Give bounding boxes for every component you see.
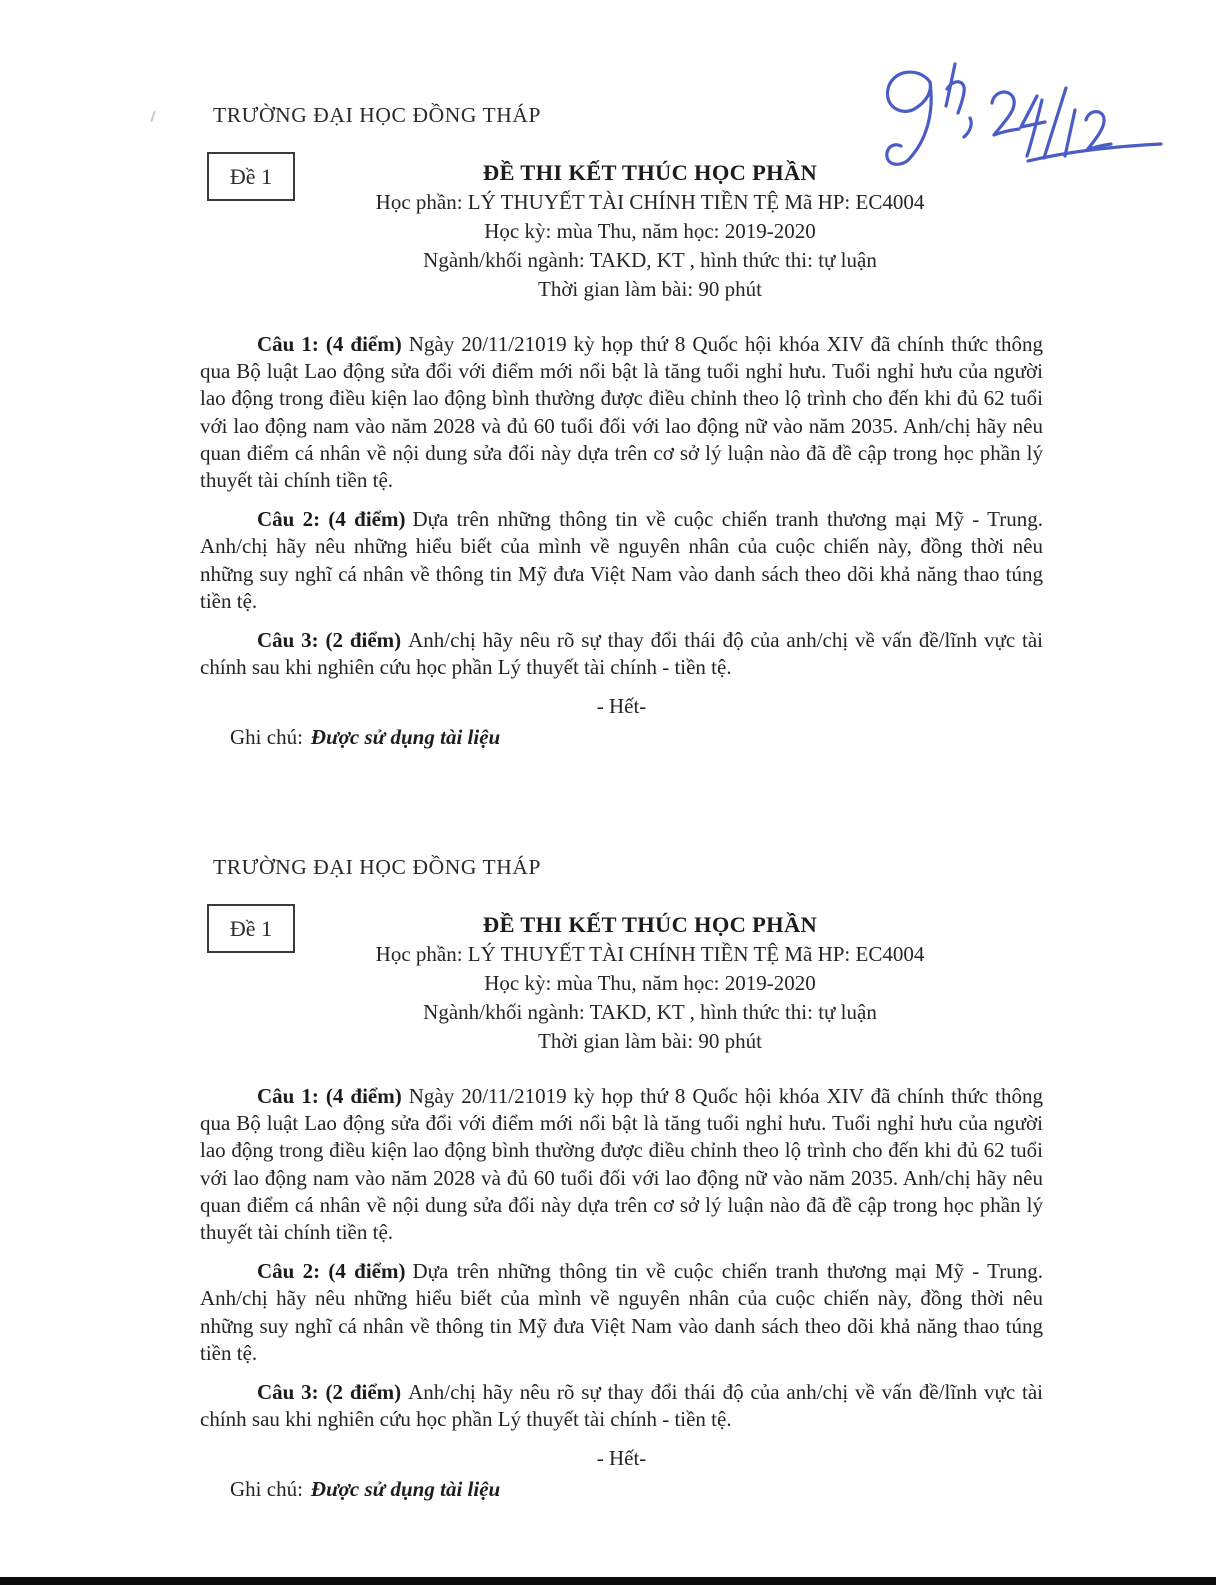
- end-marker: - Hết-: [596, 1446, 647, 1471]
- end-marker: - Hết-: [596, 694, 647, 719]
- exam-header: [255, 157, 1045, 304]
- semester-line: Học kỳ: mùa Thu, năm học: 2019-2020: [484, 219, 816, 243]
- question-3-lead: Câu 3: (2 điểm): [257, 1380, 402, 1405]
- question-1: [200, 1083, 1043, 1246]
- questions-block: [200, 331, 1043, 751]
- school-name: TRƯỜNG ĐẠI HỌC ĐỒNG THÁP: [213, 103, 542, 127]
- exam-code-label: Đề 1: [229, 915, 273, 941]
- question-2: [200, 1258, 1043, 1367]
- course-line: Học phần: LÝ THUYẾT TÀI CHÍNH TIỀN TỆ Mã HP: EC4004: [375, 942, 925, 966]
- scan-artifact-bar: [0, 1577, 1216, 1585]
- usage-note: [230, 724, 1043, 751]
- question-2-lead: Câu 2: (4 điểm): [257, 1259, 406, 1284]
- school-name: TRƯỜNG ĐẠI HỌC ĐỒNG THÁP: [213, 855, 542, 879]
- exam-copy-2: [0, 752, 1225, 1501]
- question-2-lead: Câu 2: (4 điểm): [257, 507, 406, 532]
- questions-block: [200, 1083, 1043, 1503]
- question-1-lead: Câu 1: (4 điểm): [257, 1084, 402, 1108]
- question-1-text: Ngày 20/11/21019 kỳ họp thứ 8 Quốc hội khóa XIV đã chính thức thông qua Bộ luật Lao động sửa đổi với điểm mới nổi bật là tăng tuổi nghỉ hưu. Tuổi nghỉ hưu của người lao động trong điều kiện lao động bình thường được điều chỉnh theo lộ trình cho đến khi đủ 62 tuổi với lao động nam vào năm 2028 và đủ 60 tuổi đối với lao động nữ vào năm 2035. Anh/chị hãy nêu quan điểm cá nhân về nội dung sửa đổi này dựa trên cơ sở lý luận nào đã đề cập trong học phần lý thuyết tài chính tiền tệ.: [200, 332, 1043, 493]
- exam-title: ĐỀ THI KẾT THÚC HỌC PHẦN: [482, 912, 818, 937]
- question-2: [200, 506, 1043, 615]
- note-label: Ghi chú:: [230, 724, 303, 749]
- question-2-text: Dựa trên những thông tin về cuộc chiến tranh thương mại Mỹ - Trung. Anh/chị hãy nêu những hiểu biết của mình về nguyên nhân của cuộc chiến này, đồng thời nêu những suy nghĩ cá nhân về thông tin Mỹ đưa Việt Nam vào danh sách theo dõi khả năng thao túng tiền tệ.: [200, 507, 1043, 613]
- semester-line: Học kỳ: mùa Thu, năm học: 2019-2020: [484, 971, 816, 995]
- duration-line: Thời gian làm bài: 90 phút: [538, 1029, 762, 1053]
- note-label: Ghi chú:: [230, 1476, 303, 1501]
- course-line: Học phần: LÝ THUYẾT TÀI CHÍNH TIỀN TỆ Mã HP: EC4004: [375, 190, 925, 214]
- major-line: Ngành/khối ngành: TAKD, KT , hình thức thi: tự luận: [423, 248, 877, 272]
- exam-code-label: Đề 1: [229, 163, 273, 189]
- question-3-text: Anh/chị hãy nêu rõ sự thay đổi thái độ của anh/chị về vấn đề/lĩnh vực tài chính sau khi nghiên cứu học phần Lý thuyết tài chính - tiền tệ.: [200, 628, 1043, 680]
- question-3-text: Anh/chị hãy nêu rõ sự thay đổi thái độ của anh/chị về vấn đề/lĩnh vực tài chính sau khi nghiên cứu học phần Lý thuyết tài chính - tiền tệ.: [200, 1380, 1043, 1432]
- exam-title: ĐỀ THI KẾT THÚC HỌC PHẦN: [482, 160, 818, 185]
- question-3: [200, 627, 1043, 681]
- exam-header: [255, 909, 1045, 1056]
- question-3-lead: Câu 3: (2 điểm): [257, 628, 402, 653]
- note-text: Được sử dụng tài liệu: [310, 1476, 501, 1501]
- usage-note: [230, 1476, 1043, 1503]
- question-3: [200, 1379, 1043, 1433]
- question-1-text: Ngày 20/11/21019 kỳ họp thứ 8 Quốc hội khóa XIV đã chính thức thông qua Bộ luật Lao động sửa đổi với điểm mới nổi bật là tăng tuổi nghỉ hưu. Tuổi nghỉ hưu của người lao động trong điều kiện lao động bình thường được điều chỉnh theo lộ trình cho đến khi đủ 62 tuổi với lao động nam vào năm 2028 và đủ 60 tuổi đối với lao động nữ vào năm 2035. Anh/chị hãy nêu quan điểm cá nhân về nội dung sửa đổi này dựa trên cơ sở lý luận nào đã đề cập trong học phần lý thuyết tài chính tiền tệ.: [200, 1084, 1043, 1245]
- question-2-text: Dựa trên những thông tin về cuộc chiến tranh thương mại Mỹ - Trung. Anh/chị hãy nêu những hiểu biết của mình về nguyên nhân của cuộc chiến này, đồng thời nêu những suy nghĩ cá nhân về thông tin Mỹ đưa Việt Nam vào danh sách theo dõi khả năng thao túng tiền tệ.: [200, 1259, 1043, 1365]
- note-text: Được sử dụng tài liệu: [310, 724, 501, 749]
- question-1-lead: Câu 1: (4 điểm): [257, 332, 402, 356]
- duration-line: Thời gian làm bài: 90 phút: [538, 277, 762, 301]
- question-1: [200, 331, 1043, 494]
- major-line: Ngành/khối ngành: TAKD, KT , hình thức thi: tự luận: [423, 1000, 877, 1024]
- exam-copy-1: [0, 0, 1225, 749]
